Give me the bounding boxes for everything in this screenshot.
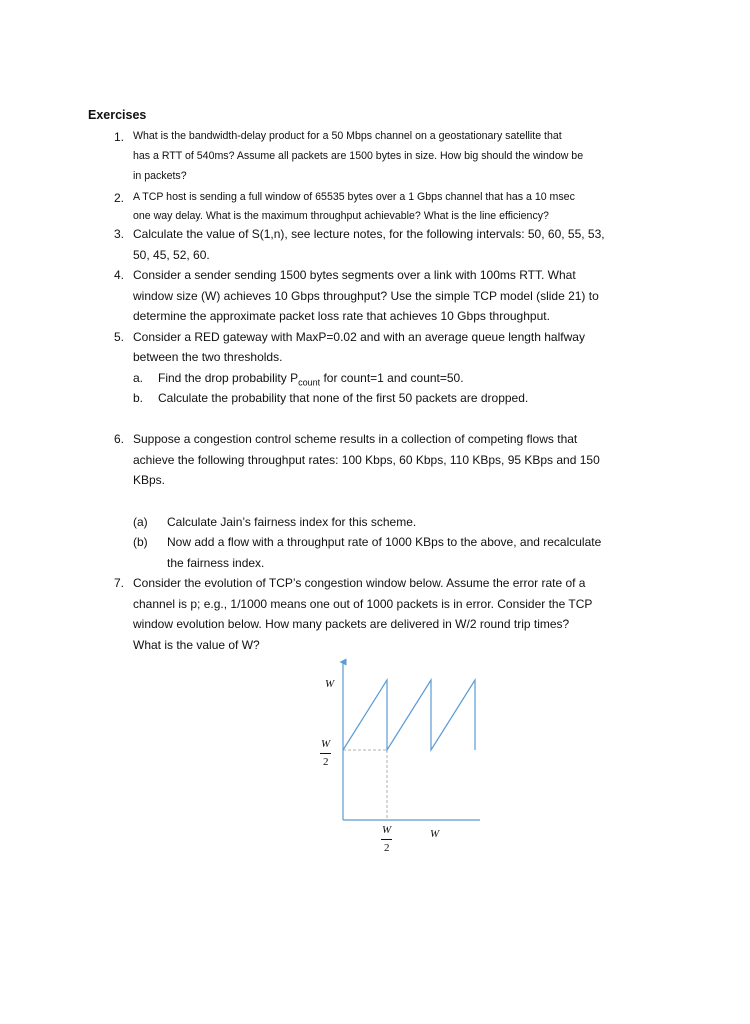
item-1-line-3: in packets? [133, 170, 187, 182]
item-4-line-1: Consider a sender sending 1500 bytes segments over a link with 100ms RTT. What [133, 268, 576, 282]
item-7-line-2: channel is p; e.g., 1/1000 means one out of 1000 packets is in error. Consider the TCP [133, 597, 593, 611]
item-3-line-1: Calculate the value of S(1,n), see lecture notes, for the following intervals: 50, 60, 55, 53, [133, 227, 605, 241]
item-6-line-3: KBps. [133, 473, 166, 487]
item-6a-label: (a) [133, 515, 148, 529]
item-2-line-1: A TCP host is sending a full window of 65535 bytes over a 1 Gbps channel that has a 10 msec [133, 191, 575, 203]
item-3-line-2: 50, 45, 52, 60. [133, 248, 210, 262]
item-6b-line-2: the fairness index. [167, 556, 265, 570]
item-7-line-3: window evolution below. How many packets are delivered in W/2 round trip times? [133, 617, 570, 631]
x-axis-half-denominator: 2 [384, 842, 390, 854]
item-5-number: 5. [113, 330, 124, 344]
y-axis-half-numerator: W [321, 738, 331, 750]
item-7-number: 7. [113, 576, 124, 590]
item-5b-label: b. [133, 391, 144, 405]
item-5b-text: Calculate the probability that none of the first 50 packets are dropped. [158, 391, 529, 405]
item-6-line-2: achieve the following throughput rates: 100 Kbps, 60 Kbps, 110 KBps, 95 KBps and 150 [133, 453, 600, 467]
item-5a-post: for count=1 and count=50. [320, 371, 464, 385]
item-5a-label: a. [133, 371, 144, 385]
item-6a-line-1: Calculate Jain’s fairness index for this scheme. [167, 515, 417, 529]
exercises-heading: Exercises [88, 108, 147, 122]
item-3-number: 3. [113, 227, 124, 241]
y-axis-half-denominator: 2 [323, 756, 329, 768]
x-axis-w-label: W [430, 828, 440, 840]
item-5-line-1: Consider a RED gateway with MaxP=0.02 and with an average queue length halfway [133, 330, 585, 344]
item-7-line-1: Consider the evolution of TCP’s congestion window below. Assume the error rate of a [133, 576, 586, 590]
item-2-number: 2. [113, 191, 124, 205]
x-axis-half-numerator: W [382, 824, 392, 836]
y-axis-half-fraction-bar [320, 753, 331, 754]
item-6b-line-1: Now add a flow with a throughput rate of 1000 KBps to the above, and recalculate [167, 535, 602, 549]
item-5a-subscript: count [298, 377, 321, 388]
item-1-line-1: What is the bandwidth-delay product for a 50 Mbps channel on a geostationary satellite that [133, 130, 562, 142]
item-6-number: 6. [113, 432, 124, 446]
item-1-line-2: has a RTT of 540ms? Assume all packets are 1500 bytes in size. How big should the window be [133, 150, 584, 162]
item-5-line-2: between the two thresholds. [133, 350, 283, 364]
x-axis-half-fraction-bar [381, 839, 392, 840]
item-6-line-1: Suppose a congestion control scheme results in a collection of competing flows that [133, 432, 578, 446]
sawtooth-window-line [343, 680, 475, 750]
item-4-number: 4. [113, 268, 124, 282]
item-6b-label: (b) [133, 535, 148, 549]
y-axis-w-label: W [325, 678, 335, 690]
item-2-line-2: one way delay. What is the maximum throughput achievable? What is the line efficiency? [133, 210, 549, 222]
item-4-line-2: window size (W) achieves 10 Gbps throughput? Use the simple TCP model (slide 21) to [133, 289, 599, 303]
item-5a-pre: Find the drop probability P [158, 371, 299, 385]
item-7-line-4: What is the value of W? [133, 638, 260, 652]
item-1-number: 1. [113, 130, 124, 144]
item-4-line-3: determine the approximate packet loss rate that achieves 10 Gbps throughput. [133, 309, 550, 323]
